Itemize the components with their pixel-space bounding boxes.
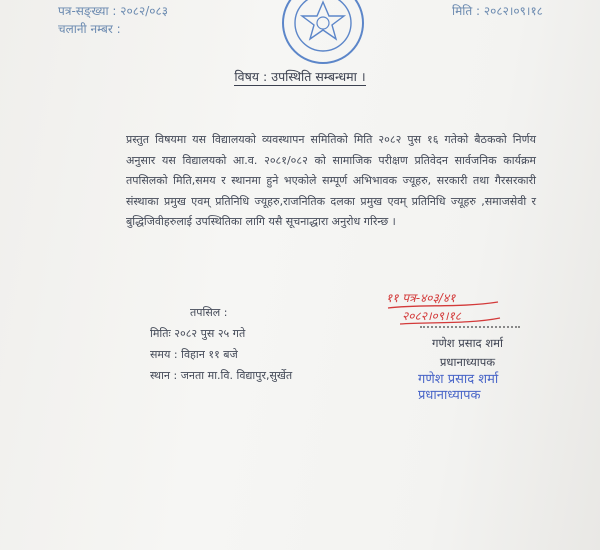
subject-underlined [234,69,365,86]
subject-line [0,68,600,85]
letter-body: प्रस्तुत विषयमा यस विद्यालयको व्यवस्थापन समितिको मिति २०८२ पुस १६ गतेको बैठकको निर्णय अनुसार यस विद्यालयको आ.व. २०८१/०८२ को सामाजिक परीक्षण प्रतिवेदन सार्वजनिक कार्यक्रम तपसिलको मिति,समय र स्थानमा हुने भएकोले सम्पूर्ण अभिभावक ज्यूहरु, सरकारी तथा गैरसरकारी संस्थाका प्रमुख एवम् प्रतिनिधि ज्यूहरु,राजनितिक दलका प्रमुख एवम् प्रतिनिधि ज्यूहरु ,समाजसेवी र बुद्धिजिवीहरुलाई उपस्थितिका लागि यसै सूचनाद्धारा अनुरोध गरिन्छ । [126,133,536,228]
subject-label: विषय : [234,69,268,84]
event-date: मितिः २०८२ पुस २५ गते [150,327,246,340]
signatory-name: गणेश प्रसाद शर्मा [432,336,503,350]
subject-text: उपस्थिति सम्बन्धमा । [271,69,366,84]
event-venue: स्थान : जनता मा.वि. विद्यापुर,सुर्खेत [150,369,293,382]
school-seal-icon [278,0,368,68]
signature-dotted-line [420,326,520,328]
signatory-title: प्रधानाध्यापक [439,355,496,369]
event-time: समय : विहान ११ बजे [150,348,238,361]
handwritten-signature [380,278,505,333]
event-details [150,302,292,386]
reference-number: पत्र-सङ्ख्या : २०८२/०८३ [58,4,169,18]
signatory-block [420,334,515,372]
name-stamp [418,372,498,404]
dispatch-number: चलानी नम्बर : [58,22,121,36]
signature-line-2: २०८२।०९।१८ [402,309,462,323]
signature-line-1: ११ पत्र-४०३/४१ [386,291,456,305]
stamp-title: प्रधानाध्यापक [418,388,481,403]
letter-date: मिति : २०८२।०९।१८ [452,4,543,18]
details-title: तपसिल : [190,306,228,319]
stamp-name: गणेश प्रसाद शर्मा [418,372,499,387]
